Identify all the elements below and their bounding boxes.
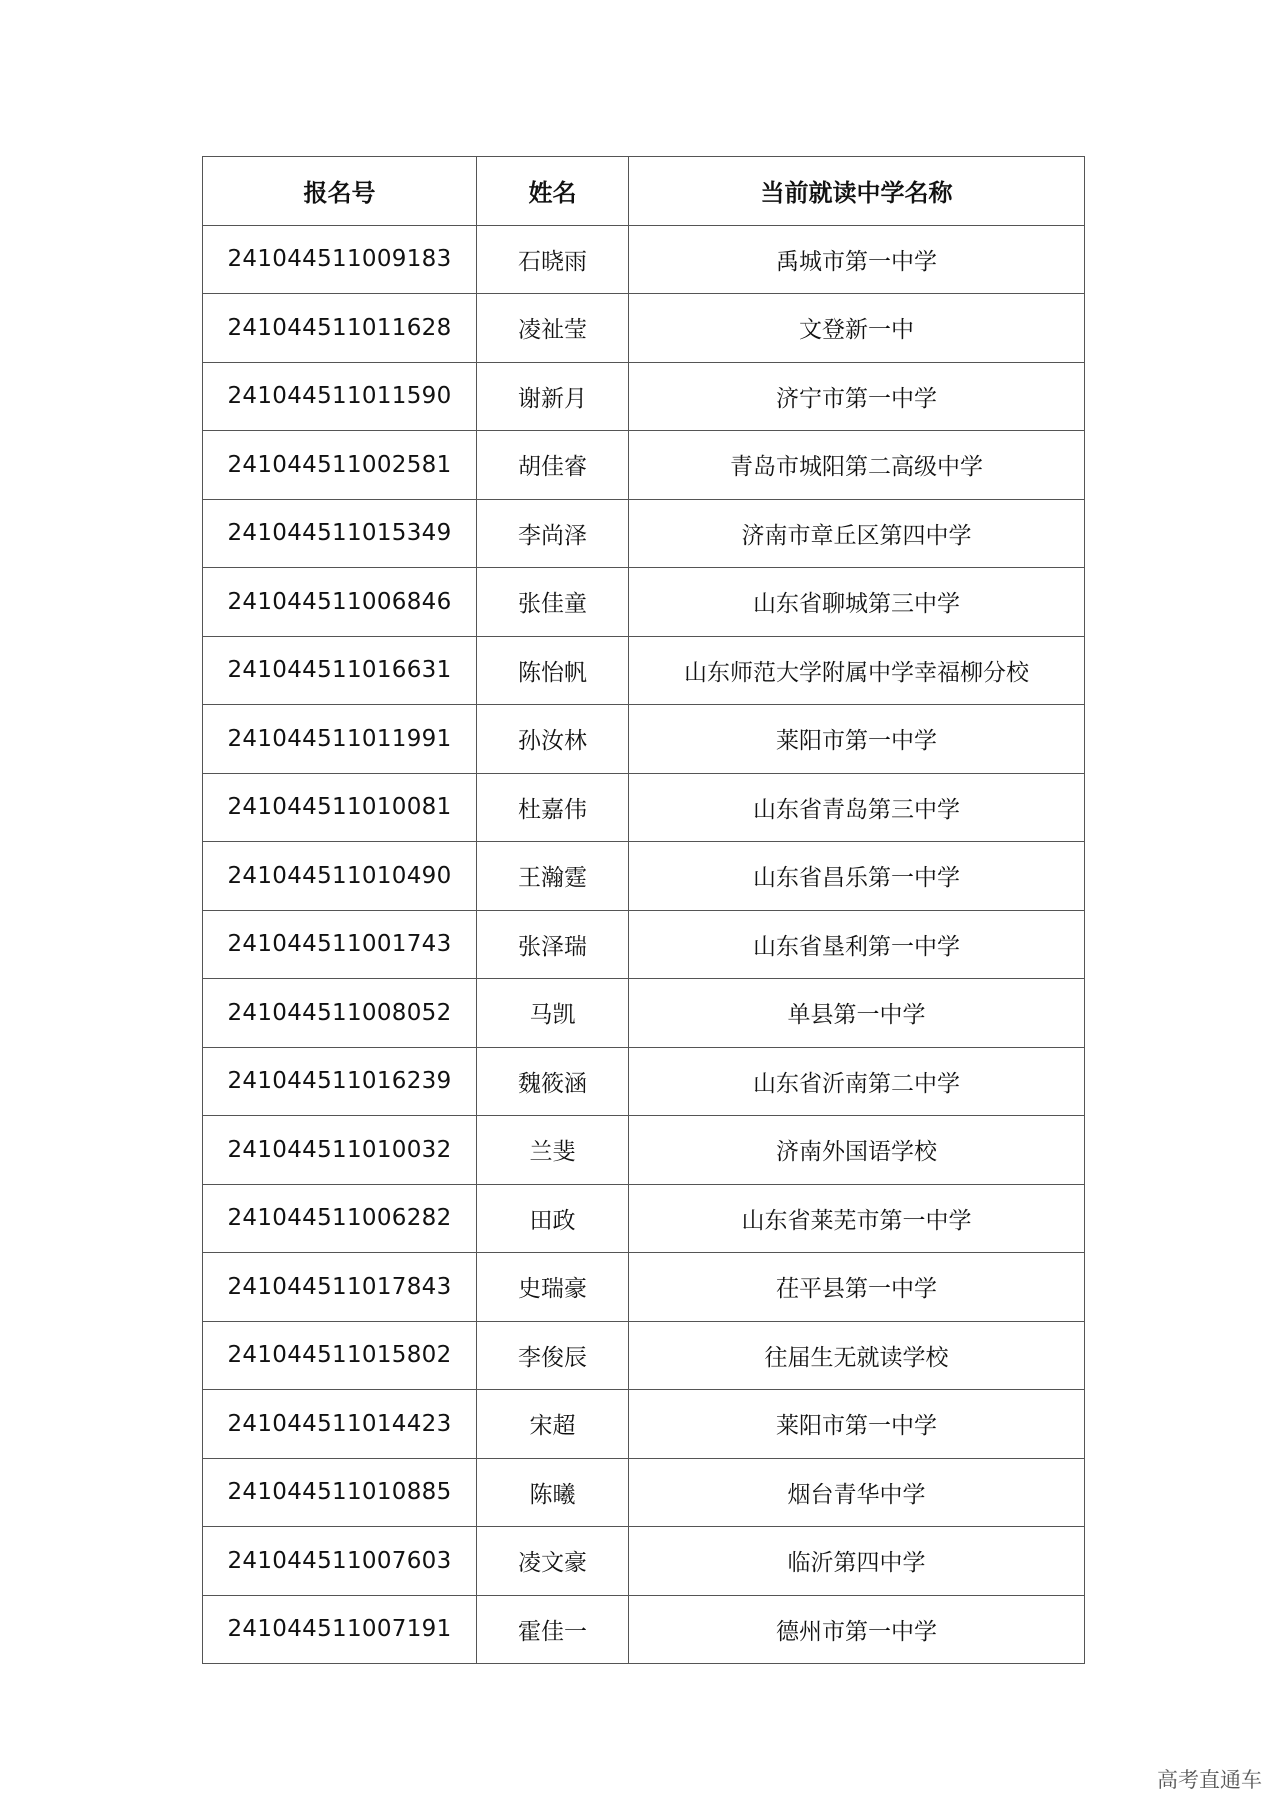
cell-student-name: 霍佳一 [477, 1595, 629, 1664]
table-row [203, 910, 1085, 979]
table-row [203, 705, 1085, 774]
cell-registration-number: 241044511006846 [203, 568, 477, 637]
cell-registration-number: 241044511016239 [203, 1047, 477, 1116]
cell-registration-number: 241044511001743 [203, 910, 477, 979]
cell-registration-number: 241044511015349 [203, 499, 477, 568]
cell-student-name: 陈曦 [477, 1458, 629, 1527]
cell-registration-number: 241044511006282 [203, 1184, 477, 1253]
cell-school-name: 烟台青华中学 [629, 1458, 1085, 1527]
cell-registration-number: 241044511007603 [203, 1527, 477, 1596]
table-row [203, 1527, 1085, 1596]
table-row [203, 979, 1085, 1048]
cell-registration-number: 241044511007191 [203, 1595, 477, 1664]
cell-school-name: 山东省垦利第一中学 [629, 910, 1085, 979]
cell-registration-number: 241044511008052 [203, 979, 477, 1048]
cell-student-name: 胡佳睿 [477, 431, 629, 500]
cell-school-name: 山东省莱芜市第一中学 [629, 1184, 1085, 1253]
table-row [203, 1047, 1085, 1116]
table-row [203, 294, 1085, 363]
cell-student-name: 杜嘉伟 [477, 773, 629, 842]
cell-student-name: 凌祉莹 [477, 294, 629, 363]
cell-school-name: 山东省昌乐第一中学 [629, 842, 1085, 911]
cell-registration-number: 241044511011590 [203, 362, 477, 431]
cell-school-name: 莱阳市第一中学 [629, 705, 1085, 774]
cell-registration-number: 241044511015802 [203, 1321, 477, 1390]
cell-registration-number: 241044511011991 [203, 705, 477, 774]
table-row [203, 225, 1085, 294]
table-row [203, 1116, 1085, 1185]
table-row [203, 842, 1085, 911]
header-school: 当前就读中学名称 [629, 157, 1085, 226]
cell-student-name: 田政 [477, 1184, 629, 1253]
cell-school-name: 山东省青岛第三中学 [629, 773, 1085, 842]
table-row [203, 1458, 1085, 1527]
cell-school-name: 茌平县第一中学 [629, 1253, 1085, 1322]
cell-registration-number: 241044511017843 [203, 1253, 477, 1322]
cell-student-name: 凌文豪 [477, 1527, 629, 1596]
cell-student-name: 张泽瑞 [477, 910, 629, 979]
table-row [203, 1321, 1085, 1390]
cell-school-name: 济南外国语学校 [629, 1116, 1085, 1185]
table-header-row [203, 157, 1085, 226]
cell-student-name: 兰斐 [477, 1116, 629, 1185]
cell-registration-number: 241044511010081 [203, 773, 477, 842]
student-roster-table [202, 156, 1085, 1664]
cell-student-name: 马凯 [477, 979, 629, 1048]
table-body [203, 225, 1085, 1664]
cell-school-name: 文登新一中 [629, 294, 1085, 363]
cell-school-name: 山东省沂南第二中学 [629, 1047, 1085, 1116]
cell-student-name: 石晓雨 [477, 225, 629, 294]
cell-school-name: 山东师范大学附属中学幸福柳分校 [629, 636, 1085, 705]
cell-registration-number: 241044511011628 [203, 294, 477, 363]
cell-student-name: 李尚泽 [477, 499, 629, 568]
cell-school-name: 往届生无就读学校 [629, 1321, 1085, 1390]
table-row [203, 636, 1085, 705]
cell-student-name: 陈怡帆 [477, 636, 629, 705]
table-row [203, 499, 1085, 568]
cell-registration-number: 241044511010490 [203, 842, 477, 911]
table-row [203, 1390, 1085, 1459]
cell-student-name: 孙汝林 [477, 705, 629, 774]
cell-registration-number: 241044511010032 [203, 1116, 477, 1185]
table-row [203, 568, 1085, 637]
table-row [203, 431, 1085, 500]
table-row [203, 773, 1085, 842]
table-row [203, 362, 1085, 431]
cell-school-name: 莱阳市第一中学 [629, 1390, 1085, 1459]
cell-registration-number: 241044511010885 [203, 1458, 477, 1527]
cell-student-name: 谢新月 [477, 362, 629, 431]
header-name: 姓名 [477, 157, 629, 226]
table-row [203, 1595, 1085, 1664]
cell-student-name: 史瑞豪 [477, 1253, 629, 1322]
table-row [203, 1184, 1085, 1253]
cell-school-name: 山东省聊城第三中学 [629, 568, 1085, 637]
cell-school-name: 临沂第四中学 [629, 1527, 1085, 1596]
table-row [203, 1253, 1085, 1322]
cell-school-name: 德州市第一中学 [629, 1595, 1085, 1664]
cell-school-name: 青岛市城阳第二高级中学 [629, 431, 1085, 500]
cell-school-name: 单县第一中学 [629, 979, 1085, 1048]
cell-school-name: 禹城市第一中学 [629, 225, 1085, 294]
cell-student-name: 王瀚霆 [477, 842, 629, 911]
cell-registration-number: 241044511002581 [203, 431, 477, 500]
watermark-text: 高考直通车 [1157, 1768, 1262, 1792]
cell-student-name: 宋超 [477, 1390, 629, 1459]
cell-registration-number: 241044511014423 [203, 1390, 477, 1459]
cell-student-name: 魏筱涵 [477, 1047, 629, 1116]
cell-student-name: 张佳童 [477, 568, 629, 637]
cell-student-name: 李俊辰 [477, 1321, 629, 1390]
cell-registration-number: 241044511016631 [203, 636, 477, 705]
cell-school-name: 济南市章丘区第四中学 [629, 499, 1085, 568]
cell-registration-number: 241044511009183 [203, 225, 477, 294]
cell-school-name: 济宁市第一中学 [629, 362, 1085, 431]
header-registration-number: 报名号 [203, 157, 477, 226]
